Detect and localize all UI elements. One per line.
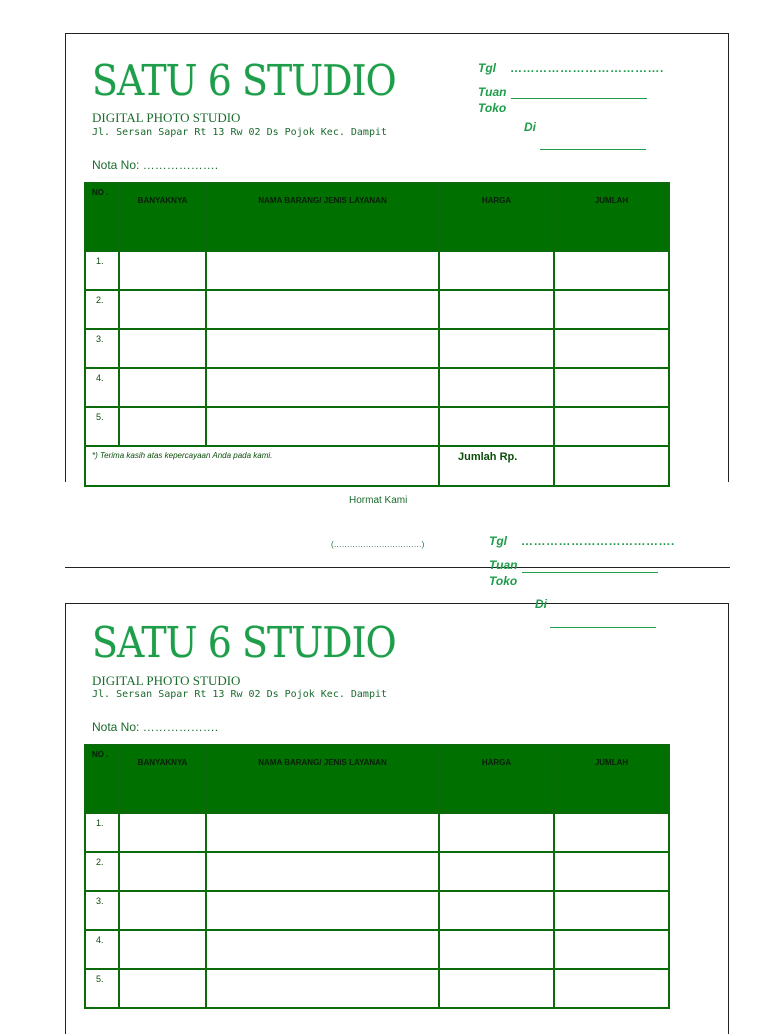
- col-nama-barang: NAMA BARANG/ JENIS LAYANAN: [206, 745, 439, 813]
- table-row: [85, 329, 669, 368]
- tgl-field-2: [489, 534, 675, 548]
- items-table-2: [84, 744, 670, 1009]
- tgl-label-2: Tgl: [489, 534, 507, 548]
- studio-address-2: Jl. Sersan Sapar Rt 13 Rw 02 Ds Pojok Kec. Dampit: [92, 689, 388, 700]
- cell-harga[interactable]: [439, 930, 554, 969]
- cell-banyaknya[interactable]: [119, 407, 206, 446]
- cell-jumlah[interactable]: [554, 251, 669, 290]
- cell-nama-barang[interactable]: [206, 969, 439, 1008]
- di-label: Di: [524, 120, 536, 134]
- tgl-field: [478, 61, 664, 75]
- cell-nama-barang[interactable]: [206, 368, 439, 407]
- brand-subtitle-2: DIGITAL PHOTO STUDIO: [92, 673, 241, 688]
- cell-jumlah[interactable]: [554, 852, 669, 891]
- tuan-label-2: Tuan: [489, 558, 518, 572]
- table-footer-row: [85, 446, 669, 486]
- table-row: [85, 290, 669, 329]
- cell-nama-barang[interactable]: [206, 290, 439, 329]
- di-line-2: [550, 627, 656, 628]
- cell-banyaknya[interactable]: [119, 891, 206, 930]
- row-number: 1.: [85, 813, 119, 852]
- cell-harga[interactable]: [439, 251, 554, 290]
- cell-harga[interactable]: [439, 329, 554, 368]
- table-row: [85, 251, 669, 290]
- row-number: 4.: [85, 368, 119, 407]
- nota-number-2: Nota No: ……………….: [92, 720, 219, 734]
- table-header-row: [85, 745, 669, 813]
- row-number: 4.: [85, 930, 119, 969]
- tuan-line-2: [522, 572, 658, 573]
- col-jumlah: JUMLAH: [554, 745, 669, 813]
- table-row: [85, 969, 669, 1008]
- hormat-kami: Hormat Kami: [349, 495, 408, 506]
- row-number: 5.: [85, 407, 119, 446]
- cell-nama-barang[interactable]: [206, 329, 439, 368]
- cell-jumlah[interactable]: [554, 407, 669, 446]
- cell-banyaknya[interactable]: [119, 251, 206, 290]
- table-row: [85, 930, 669, 969]
- cell-harga[interactable]: [439, 813, 554, 852]
- col-harga: HARGA: [439, 745, 554, 813]
- cell-banyaknya[interactable]: [119, 290, 206, 329]
- cell-nama-barang[interactable]: [206, 852, 439, 891]
- row-number: 1.: [85, 251, 119, 290]
- col-banyaknya: BANYAKNYA: [119, 745, 206, 813]
- row-number: 3.: [85, 891, 119, 930]
- col-no: NO .: [85, 745, 119, 813]
- cell-jumlah[interactable]: [554, 891, 669, 930]
- table-row: [85, 368, 669, 407]
- table-row: [85, 813, 669, 852]
- cell-harga[interactable]: [439, 891, 554, 930]
- total-label: Jumlah Rp.: [439, 446, 554, 486]
- table-row: [85, 891, 669, 930]
- row-number: 2.: [85, 852, 119, 891]
- signature-line: (……………………………): [331, 540, 425, 549]
- cell-banyaknya[interactable]: [119, 852, 206, 891]
- table-header-row: [85, 183, 669, 251]
- cell-harga[interactable]: [439, 290, 554, 329]
- cell-harga[interactable]: [439, 852, 554, 891]
- col-jumlah: JUMLAH: [554, 183, 669, 251]
- row-number: 5.: [85, 969, 119, 1008]
- tuan-label: Tuan: [478, 85, 507, 99]
- col-no: NO .: [85, 183, 119, 251]
- cell-banyaknya[interactable]: [119, 329, 206, 368]
- cell-harga[interactable]: [439, 969, 554, 1008]
- studio-address: Jl. Sersan Sapar Rt 13 Rw 02 Ds Pojok Kec. Dampit: [92, 127, 388, 138]
- items-table: [84, 182, 670, 487]
- toko-label-2: Toko: [489, 574, 518, 588]
- cell-nama-barang[interactable]: [206, 813, 439, 852]
- tgl-dots-2: ……………………………….: [521, 534, 675, 548]
- brand-title-2: SATU 6 STUDIO: [92, 618, 396, 667]
- cell-nama-barang[interactable]: [206, 407, 439, 446]
- brand-title: SATU 6 STUDIO: [92, 56, 396, 105]
- col-nama-barang: NAMA BARANG/ JENIS LAYANAN: [206, 183, 439, 251]
- toko-label: Toko: [478, 101, 507, 115]
- cell-nama-barang[interactable]: [206, 891, 439, 930]
- cell-banyaknya[interactable]: [119, 969, 206, 1008]
- di-label-2: Di: [535, 597, 547, 611]
- table-row: [85, 852, 669, 891]
- cell-harga[interactable]: [439, 407, 554, 446]
- tuan-line: [511, 98, 647, 99]
- cut-line: [65, 567, 730, 568]
- nota-number: Nota No: ……………….: [92, 158, 219, 172]
- cell-jumlah[interactable]: [554, 290, 669, 329]
- row-number: 2.: [85, 290, 119, 329]
- thank-you-note: *) Terima kasih atas kepercayaan Anda pada kami.: [85, 446, 439, 486]
- brand-subtitle: DIGITAL PHOTO STUDIO: [92, 110, 241, 125]
- total-amount-cell[interactable]: [554, 446, 669, 486]
- table-row: [85, 407, 669, 446]
- di-line: [540, 149, 646, 150]
- cell-banyaknya[interactable]: [119, 930, 206, 969]
- cell-jumlah[interactable]: [554, 813, 669, 852]
- cell-banyaknya[interactable]: [119, 368, 206, 407]
- row-number: 3.: [85, 329, 119, 368]
- cell-jumlah[interactable]: [554, 329, 669, 368]
- cell-nama-barang[interactable]: [206, 930, 439, 969]
- cell-jumlah[interactable]: [554, 368, 669, 407]
- cell-harga[interactable]: [439, 368, 554, 407]
- cell-jumlah[interactable]: [554, 969, 669, 1008]
- cell-nama-barang[interactable]: [206, 251, 439, 290]
- cell-jumlah[interactable]: [554, 930, 669, 969]
- tgl-dots: ……………………………….: [510, 61, 664, 75]
- col-banyaknya: BANYAKNYA: [119, 183, 206, 251]
- cell-banyaknya[interactable]: [119, 813, 206, 852]
- tgl-label: Tgl: [478, 61, 496, 75]
- col-harga: HARGA: [439, 183, 554, 251]
